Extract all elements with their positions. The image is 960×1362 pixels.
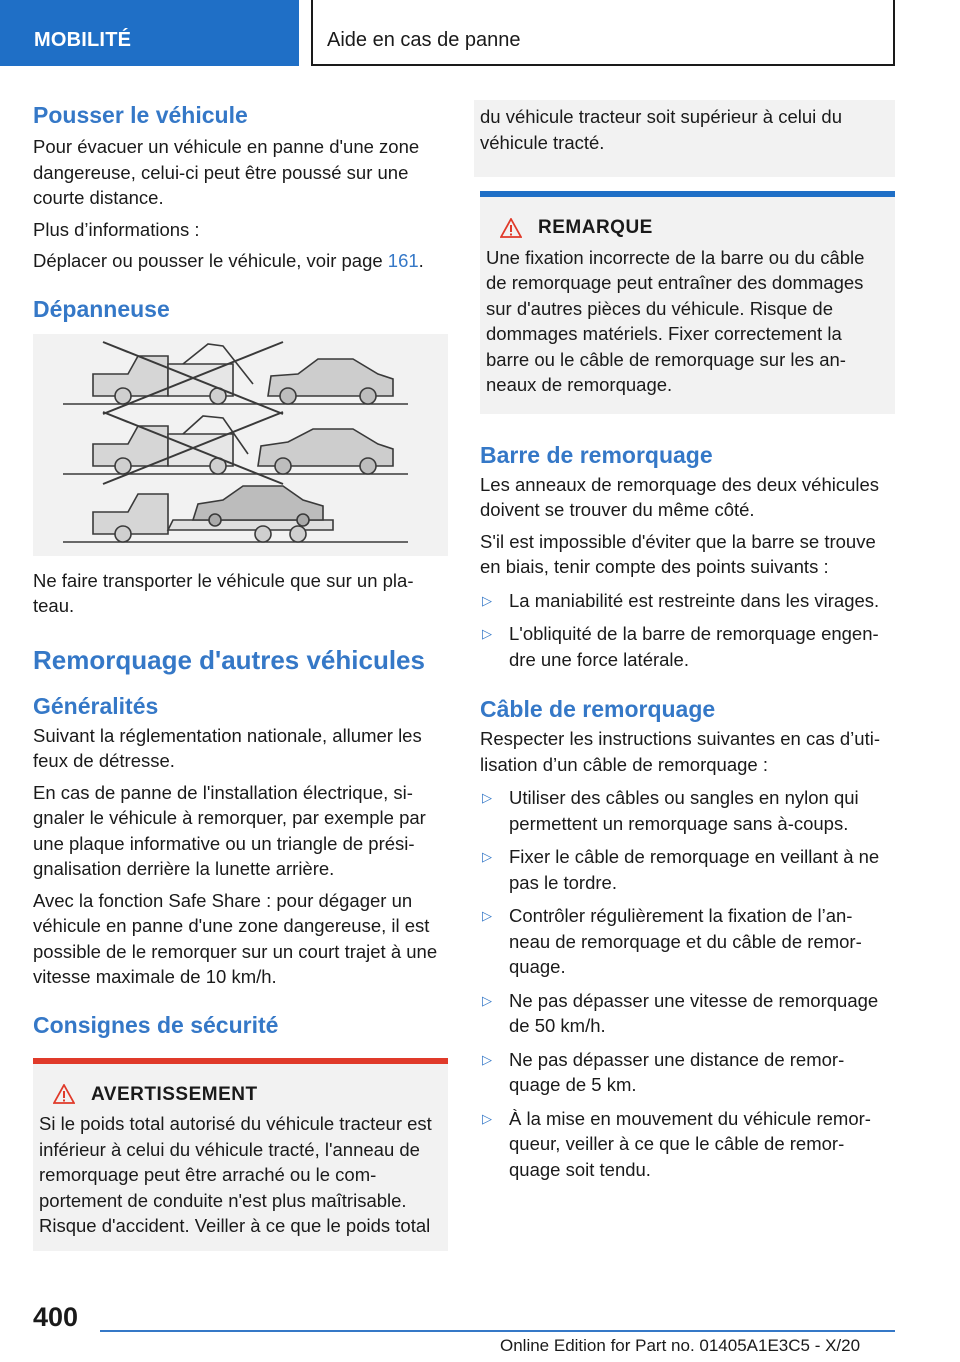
list-item — [480, 903, 895, 980]
tow-bar-paragraph-1: Les anneaux de remorquage des deux véhicules doivent se trouver du même côté. — [480, 473, 880, 520]
push-paragraph-2: Plus d’informations : — [33, 218, 200, 240]
page-number: 400 — [33, 1302, 79, 1332]
triangle-bullet-icon: ▷ — [482, 992, 492, 1008]
triangle-bullet-icon: ▷ — [482, 592, 492, 608]
header-chapter-label: Aide en cas de panne — [327, 29, 521, 51]
warning-box — [33, 1058, 448, 1251]
warning-text: Si le poids total autorisé du véhicule tracteur est inférieur à celui du véhicule tracté, l'anneau de remorquage peut être arraché ou le com‐ portement de conduite n'est plus maîtrisable. Risque d'accident. Veiller à ce que le poids total — [39, 1113, 432, 1236]
left-column — [33, 100, 448, 1251]
caution-triangle-icon — [500, 218, 522, 238]
tow-truck-heading: Dépanneuse — [33, 295, 170, 322]
tow-cable-paragraph-1: Respecter les instructions suivantes en cas d’uti‐ lisation d’un câble de remorquage : — [480, 728, 880, 775]
tow-bar-paragraph-2: S'il est impossible d'éviter que la barre se trouve en biais, tenir compte des points suivants : — [480, 530, 876, 577]
triangle-bullet-icon: ▷ — [482, 790, 492, 805]
list-item — [480, 1106, 895, 1183]
tow-bar-list — [480, 588, 895, 673]
remark-text: Une fixation incorrecte de la barre ou du câble de remorquage peut entraîner des dommages sur d'autres pièces du véhicule. Risque de dommages matériels. Fixer correctement la barre ou le câble de remorquage sur les an‐ neaux de remorquage. — [486, 246, 865, 395]
general-paragraph-1: Suivant la réglementation nationale, allumer les feux de détresse. — [33, 724, 422, 771]
list-item — [480, 988, 895, 1039]
footer-divider — [100, 1330, 895, 1332]
push-vehicle-heading: Pousser le véhicule — [33, 102, 248, 128]
tow-bar-heading: Barre de remorquage — [480, 441, 713, 468]
triangle-bullet-icon: ▷ — [482, 908, 492, 923]
header-section-label: MOBILITÉ — [34, 29, 132, 51]
general-paragraph-3: Avec la fonction Safe Share : pour dégager un véhicule en panne d'une zone dangereuse, il est possible de le remorquer sur un court trajet à une vitesse maximale de 10 km/h. — [33, 889, 438, 987]
warning-continuation-text: du véhicule tracteur soit supérieur à celui du véhicule tracté. — [480, 106, 842, 153]
towing-other-vehicles-heading: Remorquage d'autres véhicules — [33, 644, 425, 675]
safety-instructions-heading: Consignes de sécurité — [33, 1011, 279, 1038]
push-reference-text: Déplacer ou pousser le véhicule, voir page — [33, 250, 388, 271]
remark-title: REMARQUE — [538, 217, 653, 238]
general-paragraph-2: En cas de panne de l'installation électrique, si‐ gnaler le véhicule à remorquer, par exemple par une plaque informative ou un triangle de prési‐ gnalisation derrière la lunette arrière. — [33, 781, 426, 879]
warning-triangle-icon — [53, 1084, 75, 1104]
warning-title-row — [39, 1082, 442, 1108]
list-item — [480, 785, 895, 836]
page-161-link[interactable]: 161 — [387, 250, 419, 271]
tow-cable-heading: Câble de remorquage — [480, 696, 716, 722]
warning-continuation-box — [474, 100, 895, 177]
push-paragraph-1: Pour évacuer un véhicule en panne d'une zone dangereuse, celui-ci peut être poussé sur une courte distance. — [33, 136, 420, 208]
list-item-text: La maniabilité est restreinte dans les virages. — [509, 589, 880, 611]
list-item — [480, 1047, 895, 1098]
list-item-text: Ne pas dépasser une vitesse de remorquage de 50 km/h. — [509, 989, 879, 1036]
remark-title-row — [486, 215, 889, 241]
general-heading: Généralités — [33, 692, 159, 719]
tow-truck-drawing — [33, 334, 448, 556]
push-paragraph-3 — [33, 248, 448, 274]
right-column — [480, 100, 895, 1182]
list-item-text: Fixer le câble de remorquage en veillant à ne pas le tordre. — [509, 846, 880, 893]
list-item-text: Ne pas dépasser une distance de remor‐ quage de 5 km. — [509, 1048, 845, 1095]
header-chapter-box — [311, 0, 895, 66]
triangle-bullet-icon: ▷ — [482, 1110, 492, 1126]
triangle-bullet-icon: ▷ — [482, 1051, 492, 1067]
list-item-text: Utiliser des câbles ou sangles en nylon qui permettent un remorquage sans à-coups. — [509, 787, 859, 834]
tow-truck-illustration — [33, 334, 448, 556]
push-reference-end: . — [418, 250, 424, 271]
triangle-bullet-icon: ▷ — [482, 626, 492, 641]
warning-title: AVERTISSEMENT — [91, 1083, 258, 1105]
header-section-tab — [0, 0, 299, 66]
list-item-text: Contrôler régulièrement la fixation de l’an‐ neau de remorquage et du câble de remor‐ quage. — [509, 905, 862, 977]
remark-box — [480, 191, 895, 414]
list-item-text: L'obliquité de la barre de remorquage engen‐ dre une force latérale. — [509, 623, 879, 670]
list-item-text: À la mise en mouvement du véhicule remor‐ queur, veiller à ce que le câble de remor‐ quage soit tendu. — [509, 1107, 871, 1180]
tow-cable-list — [480, 785, 895, 1182]
edition-footer: Online Edition for Part no. 01405A1E3C5 - X/20 — [500, 1336, 861, 1355]
triangle-bullet-icon: ▷ — [482, 849, 492, 864]
list-item — [480, 844, 895, 895]
list-item — [480, 621, 895, 672]
list-item — [480, 588, 895, 614]
tow-truck-caption: Ne faire transporter le véhicule que sur un pla‐ teau. — [33, 569, 414, 616]
